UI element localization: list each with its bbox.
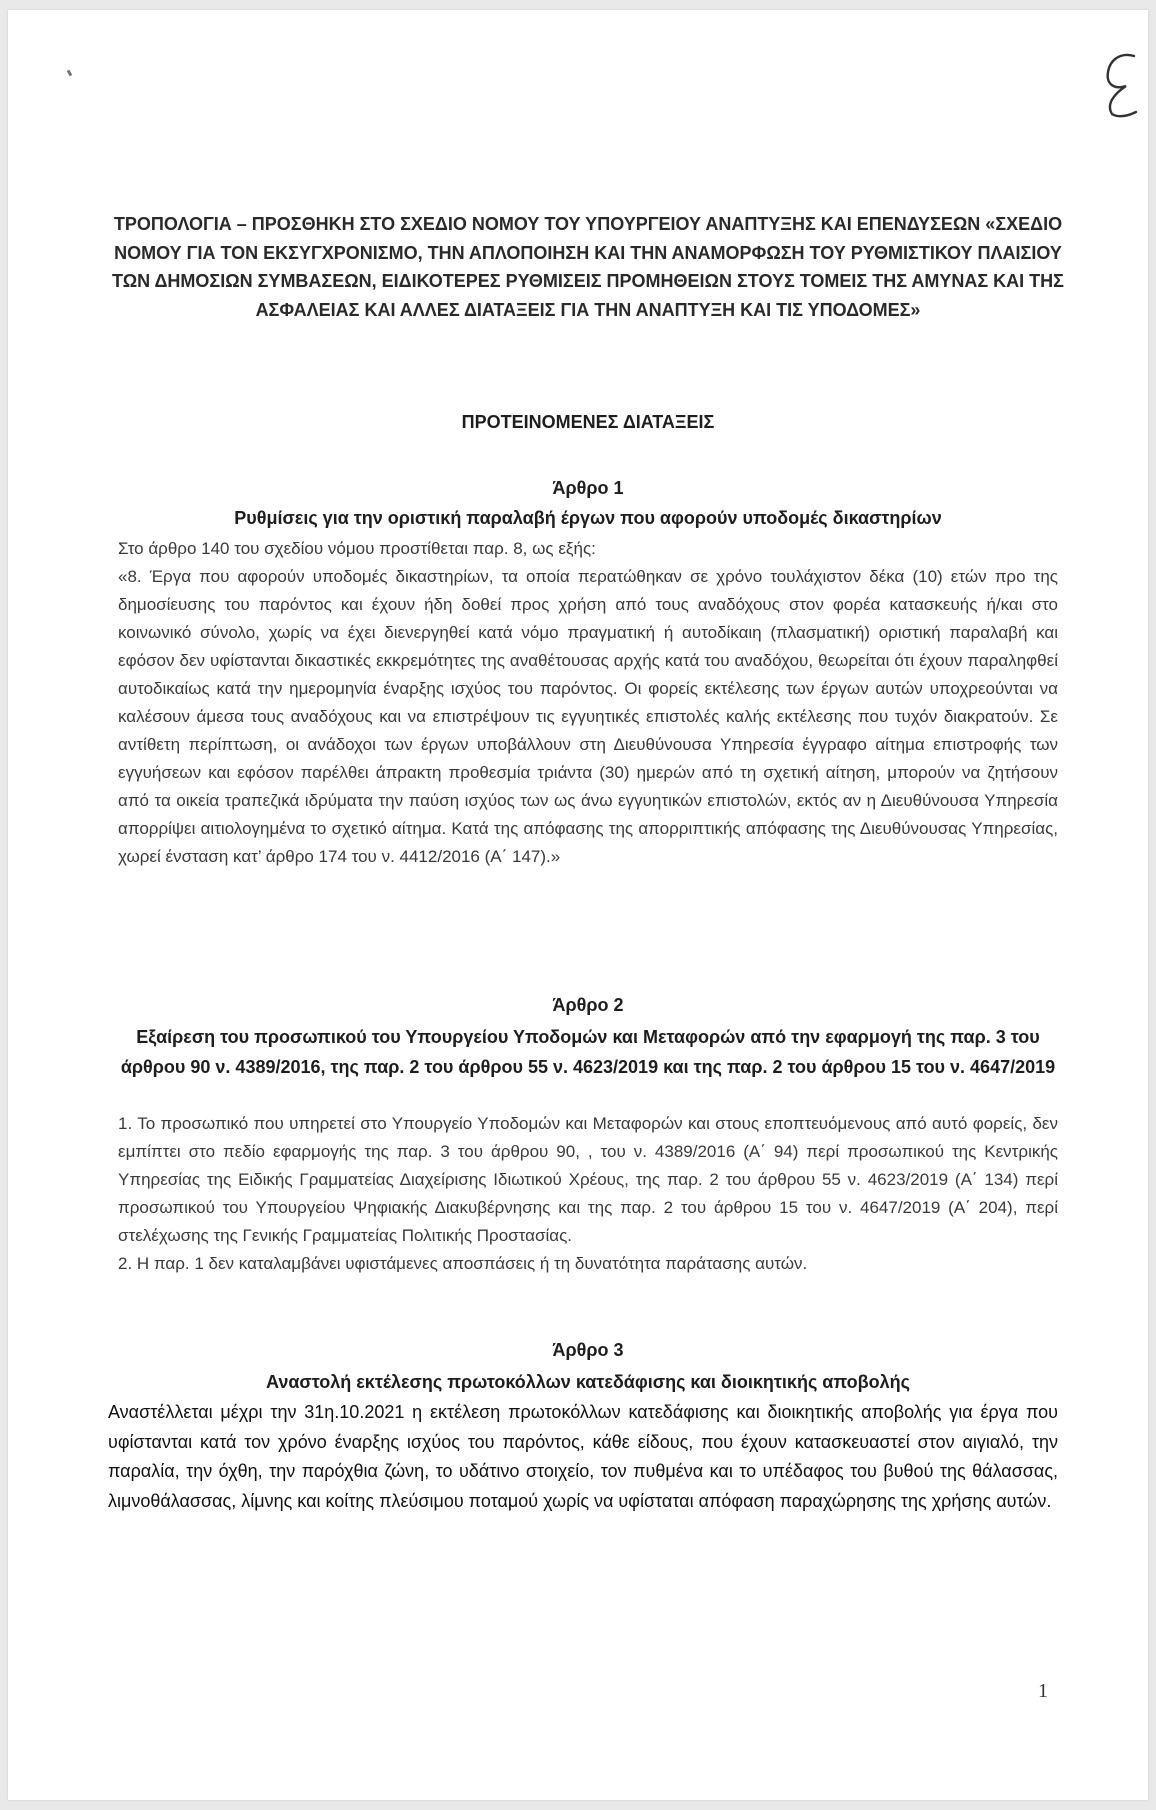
article-1-paragraph: Στο άρθρο 140 του σχεδίου νόμου προστίθεται παρ. 8, ως εξής: [118,539,596,558]
handwritten-sigma-mark [1100,50,1140,120]
article-1-paragraph: «8. Έργα που αφορούν υποδομές δικαστηρίων, τα οποία περατώθηκαν σε χρόνο τουλάχιστον δέκα (10) ετών προ της δημοσίευσης του παρόντος και έχουν ήδη δοθεί προς χρήση από τους αναδόχους στον φορέα κατασκευής ή/και στο κοινωνικό σύνολο, χωρίς να έχει διενεργηθεί κατά νόμο πραγματική ή αυτοδίκαιη (πλασματική) οριστική παραλαβή και εφόσον δεν υφίστανται δικαστικές εκκρεμότητες της αναθέτουσας αρχής κατά του αναδόχου, θεωρείται ότι έχουν παραληφθεί αυτοδικαίως κατά την ημερομηνία έναρξης ισχύος του παρόντος. Οι φορείς εκτέλεσης των έργων αυτών υποχρεούνται να καλέσουν άμεσα τους αναδόχους και να επιστρέψουν τις εγγυητικές επιστολές καλής εκτέλεσης που τυχόν διακρατούν. Σε αντίθετη περίπτωση, οι ανάδοχοι των έργων υποβάλλουν στη Διευθύνουσα Υπηρεσία έγγραφο αίτημα επιστροφής των εγγυήσεων και εφόσον παρέλθει άπρακτη προθεσμία τριάντα (30) ημερών από τη σχετική αίτηση, μπορούν να ζητήσουν από τα οικεία τραπεζικά ιδρύματα την παύση ισχύος των ως άνω εγγυητικών επιστολών, εκτός αν η Διευθύνουσα Υπηρεσία απορρίψει αιτιολογημένα το σχετικό αίτημα. Κατά της απόφασης της απορριπτικής απόφασης της Διευθύνουσας Υπηρεσίας, χωρεί ένσταση κατ’ άρθρο 174 του ν. 4412/2016 (Α΄ 147).» [118,567,1058,866]
article-3-paragraph: Αναστέλλεται μέχρι την 31η.10.2021 η εκτέλεση πρωτοκόλλων κατεδάφισης και διοικητικής αποβολής για έργα που υφίστανται κατά τον χρόνο έναρξης ισχύος του παρόντος, κάθε είδους, που έχουν κατασκευαστεί στον αιγιαλό, την παραλία, την όχθη, την παρόχθια ζώνη, το υδάτινο στοιχείο, τον πυθμένα και το υπέδαφος του βυθού της θάλασσας, λιμνοθάλασσας, λίμνης και κοίτης πλεύσιμου ποταμού χωρίς να υφίσταται απόφαση παραχώρησης της χρήσης αυτών. [108,1402,1058,1511]
article-1-body [118,535,1058,871]
article-3-body [108,1398,1058,1516]
document-title: ΤΡΟΠΟΛΟΓΙΑ – ΠΡΟΣΘΗΚΗ ΣΤΟ ΣΧΕΔΙΟ ΝΟΜΟΥ ΤΟΥ ΥΠΟΥΡΓΕΙΟΥ ΑΝΑΠΤΥΞΗΣ ΚΑΙ ΕΠΕΝΔΥΣΕΩΝ «ΣΧΕΔΙΟ ΝΟΜΟΥ ΓΙΑ ΤΟΝ ΕΚΣΥΓΧΡΟΝΙΣΜΟ, ΤΗΝ ΑΠΛΟΠΟΙΗΣΗ ΚΑΙ ΤΗΝ ΑΝΑΜΟΡΦΩΣΗ ΤΟΥ ΡΥΘΜΙΣΤΙΚΟΥ ΠΛΑΙΣΙΟΥ ΤΩΝ ΔΗΜΟΣΙΩΝ ΣΥΜΒΑΣΕΩΝ, ΕΙΔΙΚΟΤΕΡΕΣ ΡΥΘΜΙΣΕΙΣ ΠΡΟΜΗΘΕΙΩΝ ΣΤΟΥΣ ΤΟΜΕΙΣ ΤΗΣ ΑΜΥΝΑΣ ΚΑΙ ΤΗΣ ΑΣΦΑΛΕΙΑΣ ΚΑΙ ΑΛΛΕΣ ΔΙΑΤΑΞΕΙΣ ΓΙΑ ΤΗΝ ΑΝΑΠΤΥΞΗ ΚΑΙ ΤΙΣ ΥΠΟΔΟΜΕΣ» [112,214,1064,320]
article-1-heading: Ρυθμίσεις για την οριστική παραλαβή έργων που αφορούν υποδομές δικαστηρίων [234,508,942,528]
article-2-heading: Εξαίρεση του προσωπικού του Υπουργείου Υποδομών και Μεταφορών από την εφαρμογή της παρ. 3 του άρθρου 90 ν. 4389/2016, της παρ. 2 του άρθρου 55 ν. 4623/2019 και της παρ. 2 του άρθρου 15 του ν. 4647/2019 [120,1027,1056,1077]
article-2-paragraph: 1. Το προσωπικό που υπηρετεί στο Υπουργείο Υποδομών και Μεταφορών και στους εποπτευόμενους από αυτό φορείς, δεν εμπίπτει στο πεδίο εφαρμογής της παρ. 3 του άρθρου 90, , του ν. 4389/2016 (Α΄ 94) περί προσωπικού της Κεντρικής Υπηρεσίας της Ειδικής Γραμματείας Διαχείρισης Ιδιωτικού Χρέους, της παρ. 2 του άρθρου 55 ν. 4623/2019 (Α΄ 134) περί προσωπικού του Υπουργείου Ψηφιακής Διακυβέρνησης και της παρ. 2 του άρθρου 15 του ν. 4647/2019 (Α΄ 204), περί στελέχωσης της Γενικής Γραμματείας Πολιτικής Προστασίας. [118,1114,1058,1245]
article-3-number: Άρθρο 3 [552,1340,624,1360]
scan-speck [67,70,73,77]
article-1-number: Άρθρο 1 [552,478,624,498]
article-2-paragraph: 2. Η παρ. 1 δεν καταλαμβάνει υφιστάμενες αποσπάσεις ή τη δυνατότητα παράτασης αυτών. [118,1254,808,1273]
article-2-number: Άρθρο 2 [552,995,624,1015]
article-2-body [118,1110,1058,1278]
article-3-heading: Αναστολή εκτέλεσης πρωτοκόλλων κατεδάφισης και διοικητικής αποβολής [266,1372,910,1392]
section-heading: ΠΡΟΤΕΙΝΟΜΕΝΕΣ ΔΙΑΤΑΞΕΙΣ [461,412,715,432]
document-page [8,10,1148,1800]
page-number: 1 [1038,1680,1048,1702]
